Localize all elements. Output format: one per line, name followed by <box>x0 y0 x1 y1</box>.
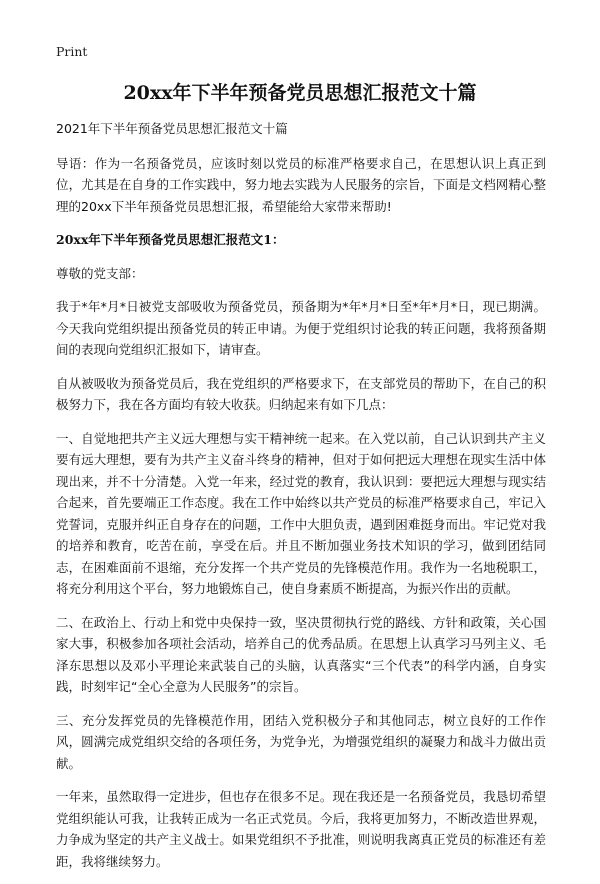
document-title: 20xx年下半年预备党员思想汇报范文十篇 <box>123 82 477 104</box>
article-body <box>56 118 546 884</box>
greeting: 尊敬的党支部： <box>56 265 144 281</box>
body-paragraph: 一年来，虽然取得一定进步，但也存在很多不足。现在我还是一名预备党员，我恳切希望党组织能认可我，让我转正成为一名正式党员。今后，我将更加努力，不断改造世界观，力争成为坚定的共产主义战士。如果党组织不予批准，则说明我离真正党员的标准还有差距，我将继续努力。 <box>56 789 546 869</box>
body-paragraph: 我于*年*月*日被党支部吸收为预备党员，预备期为*年*月*日至*年*月*日，现已期满。今天我向党组织提出预备党员的转正申请。为便于党组织讨论我的转正问题，我将预备期间的表现向党组织汇报如下，请审查。 <box>56 299 546 357</box>
article-subtitle: 2021年下半年预备党员思想汇报范文十篇 <box>56 121 288 136</box>
body-paragraph: 一、自觉地把共产主义远大理想与实干精神统一起来。在入党以前，自己认识到共产主义要有远大理想，要有为共产主义奋斗终身的精神，但对于如何把远大理想在现实生活中体现出来，并不十分清楚。入党一年来，经过党的教育，我认识到：要把远大理想与现实结合起来，首先要端正工作态度。我在工作中始终以共产党员的标准严格要求自己，牢记入党誓词，克服并纠正自身存在的问题，工作中大胆负责，遇到困难挺身而出。牢记党对我的培养和教育，吃苦在前，享受在后。并且不断加强业务技术知识的学习，做到团结同志，在困难面前不退缩，充分发挥一个共产党员的先锋模范作用。我作为一名地税职工，将充分利用这个平台，努力地锻炼自己，使自身素质不断提高，为振兴作出的贡献。 <box>56 430 546 596</box>
body-paragraph: 三、充分发挥党员的先锋模范作用，团结入党积极分子和其他同志，树立良好的工作作风，圆满完成党组织交给的各项任务，为党争光，为增强党组织的凝聚力和战斗力做出贡献。 <box>56 712 546 771</box>
intro-paragraph: 导语：作为一名预备党员，应该时刻以党员的标准严格要求自己，在思想认识上真正到位，尤其是在自身的工作实践中，努力地去实践为人民服务的宗旨，下面是文档网精心整理的20xx下半年预备党员思想汇报，希望能给大家带来帮助! <box>56 155 546 214</box>
print-link[interactable]: Print <box>56 44 88 59</box>
section-heading: 20xx年下半年预备党员思想汇报范文1： <box>56 232 285 247</box>
body-paragraph: 二、在政治上、行动上和党中央保持一致，坚决贯彻执行党的路线、方针和政策，关心国家大事，积极参加各项社会活动，培养自己的优秀品质。在思想上认真学习马列主义、毛泽东思想以及邓小平理论来武装自己的头脑，认真落实“三个代表”的科学内涵，自身实践，时刻牢记“全心全意为人民服务”的宗旨。 <box>56 614 546 694</box>
body-paragraph: 自从被吸收为预备党员后，我在党组织的严格要求下，在支部党员的帮助下，在自己的积极努力下，我在各方面均有较大收获。归纳起来有如下几点： <box>56 375 546 412</box>
